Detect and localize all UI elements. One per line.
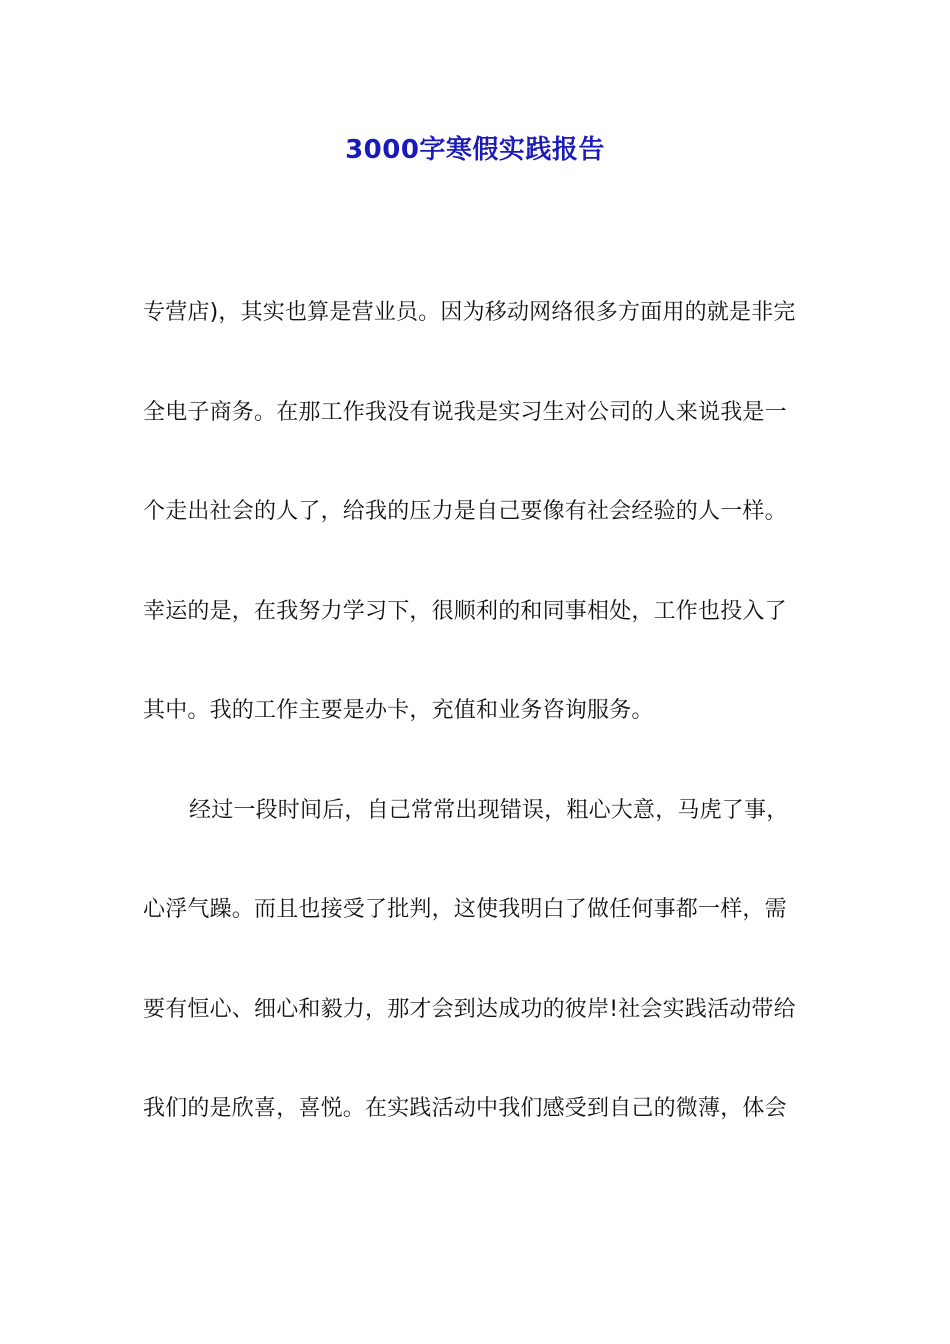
body-line: 我们的是欣喜，喜悦。在实践活动中我们感受到自己的微薄，体会 [143, 1096, 787, 1121]
body-line: 全电子商务。在那工作我没有说我是实习生对公司的人来说我是一 [143, 399, 787, 425]
body-line: 心浮气躁。而且也接受了批判，这使我明白了做任何事都一样，需 [143, 897, 787, 922]
body-line: 其中。我的工作主要是办卡，充值和业务咨询服务。 [143, 698, 654, 723]
body-line: 专营店)，其实也算是营业员。因为移动网络很多方面用的就是非完 [143, 300, 796, 325]
paragraph-start-line: 经过一段时间后，自己常常出现错误，粗心大意，马虎了事， [189, 797, 789, 823]
document-title: 3000字寒假实践报告 [345, 135, 605, 165]
body-line: 要有恒心、细心和毅力，那才会到达成功的彼岸!社会实践活动带给 [143, 996, 796, 1022]
body-line: 幸运的是，在我努力学习下，很顺利的和同事相处，工作也投入了 [143, 598, 787, 624]
document-body [143, 295, 807, 1191]
body-line: 个走出社会的人了，给我的压力是自己要像有社会经验的人一样。 [143, 499, 787, 524]
